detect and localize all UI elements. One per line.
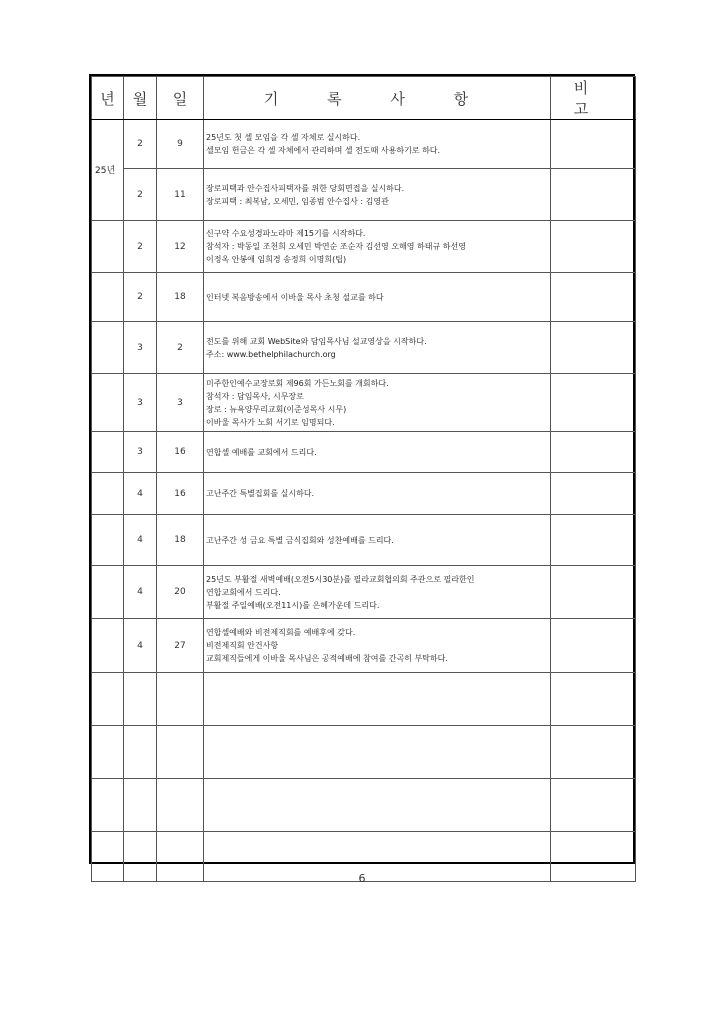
record-line: 25년도 부활절 새벽예배(오전5시30분)를 필라교회협의회 주관으로 필라한인 bbox=[206, 574, 475, 584]
year-cell bbox=[92, 619, 124, 673]
record-line: 비전제직회 안건사항 bbox=[206, 641, 279, 650]
record-cell bbox=[204, 619, 551, 673]
record-line: 고난주간 특별집회를 실시하다. bbox=[206, 489, 315, 498]
record-cell bbox=[204, 566, 551, 619]
record-cell bbox=[204, 169, 551, 221]
record-cell bbox=[204, 322, 551, 374]
blank-cell bbox=[157, 779, 204, 832]
blank-cell bbox=[204, 673, 551, 726]
record-line: 연합교회에서 드리다. bbox=[206, 587, 281, 597]
day-cell: 2 bbox=[157, 322, 204, 374]
record-table bbox=[91, 76, 636, 882]
record-cell bbox=[204, 473, 551, 515]
record-line: 이바울 목사가 노회 서기로 임명되다. bbox=[206, 417, 335, 427]
blank-cell bbox=[551, 673, 636, 726]
table-row bbox=[92, 515, 636, 566]
note-cell bbox=[551, 566, 636, 619]
record-line: 미주한인예수교장로회 제96회 가든노회를 개회하다. bbox=[206, 378, 389, 388]
record-cell bbox=[204, 120, 551, 169]
day-cell: 3 bbox=[157, 374, 204, 432]
record-line: 셀모임 헌금은 각 셀 자체에서 관리하며 셀 전도때 사용하기로 하다. bbox=[206, 146, 441, 155]
blank-row bbox=[92, 726, 636, 779]
note-cell bbox=[551, 515, 636, 566]
record-line: 참석자 : 박동일 조천희 오세민 박연순 조순자 김선영 오해영 하태규 하선영 bbox=[206, 242, 466, 251]
day-cell: 9 bbox=[157, 120, 204, 169]
blank-cell bbox=[204, 726, 551, 779]
day-cell: 16 bbox=[157, 473, 204, 515]
record-line: 장로 : 뉴욕양무리교회(이준성목사 시무) bbox=[206, 404, 347, 414]
record-line: 인터넷 복음방송에서 이바울 목사 초청 설교를 하다 bbox=[206, 292, 384, 302]
table-row bbox=[92, 221, 636, 273]
record-cell bbox=[204, 221, 551, 273]
record-line: 신구약 수요성경파노라마 제15기를 시작하다. bbox=[206, 229, 366, 238]
month-cell: 2 bbox=[124, 273, 157, 322]
day-cell: 18 bbox=[157, 273, 204, 322]
year-label: 25년 bbox=[95, 166, 116, 176]
day-cell: 27 bbox=[157, 619, 204, 673]
table-row bbox=[92, 473, 636, 515]
table-row bbox=[92, 432, 636, 473]
year-cell bbox=[92, 322, 124, 374]
year-cell bbox=[92, 221, 124, 273]
blank-row bbox=[92, 779, 636, 832]
record-line: 부활절 주일예배(오전11시)를 은혜가운데 드리다. bbox=[206, 600, 380, 610]
page-number: 6 bbox=[358, 872, 366, 885]
year-cell bbox=[92, 432, 124, 473]
month-cell: 4 bbox=[124, 473, 157, 515]
record-cell bbox=[204, 515, 551, 566]
blank-cell bbox=[157, 726, 204, 779]
month-cell: 3 bbox=[124, 432, 157, 473]
month-cell: 3 bbox=[124, 374, 157, 432]
note-cell bbox=[551, 374, 636, 432]
year-cell bbox=[92, 566, 124, 619]
blank-cell bbox=[551, 779, 636, 832]
note-cell bbox=[551, 169, 636, 221]
day-cell: 11 bbox=[157, 169, 204, 221]
header-note: 비 고 bbox=[551, 77, 636, 120]
blank-cell bbox=[157, 673, 204, 726]
year-cell bbox=[92, 120, 124, 221]
record-line: 고난주간 성 금요 특별 금식집회와 성찬예배를 드리다. bbox=[206, 535, 394, 545]
day-cell: 16 bbox=[157, 432, 204, 473]
blank-row bbox=[92, 673, 636, 726]
record-line: 주소: www.bethelphilachurch.org bbox=[206, 349, 336, 359]
record-line: 25년도 첫 셀 모임을 각 셀 자체로 실시하다. bbox=[206, 133, 361, 142]
table-row bbox=[92, 619, 636, 673]
month-cell: 4 bbox=[124, 619, 157, 673]
record-line: 참석자 : 담임목사, 시무장로 bbox=[206, 391, 304, 401]
note-cell bbox=[551, 273, 636, 322]
month-cell: 2 bbox=[124, 221, 157, 273]
record-line: 전도를 위해 교회 WebSite와 담임목사님 설교영상을 시작하다. bbox=[206, 336, 427, 346]
header-year: 년 bbox=[92, 77, 124, 120]
month-cell: 2 bbox=[124, 120, 157, 169]
blank-cell bbox=[124, 726, 157, 779]
header-row bbox=[92, 77, 636, 120]
blank-cell bbox=[92, 779, 124, 832]
table-row bbox=[92, 374, 636, 432]
record-cell bbox=[204, 432, 551, 473]
note-cell bbox=[551, 432, 636, 473]
note-cell bbox=[551, 473, 636, 515]
blank-cell bbox=[204, 779, 551, 832]
blank-cell bbox=[92, 673, 124, 726]
year-cell bbox=[92, 515, 124, 566]
table-row bbox=[92, 120, 636, 169]
table-row bbox=[92, 566, 636, 619]
day-cell: 20 bbox=[157, 566, 204, 619]
table-row bbox=[92, 322, 636, 374]
record-line: 교회제직들에게 이바울 목사님은 공적예배에 참여를 간곡히 부탁하다. bbox=[206, 654, 448, 663]
header-record: 기 록 사 항 bbox=[204, 77, 551, 120]
record-cell bbox=[204, 273, 551, 322]
blank-cell bbox=[92, 726, 124, 779]
year-cell bbox=[92, 374, 124, 432]
month-cell: 4 bbox=[124, 566, 157, 619]
note-cell bbox=[551, 120, 636, 169]
blank-cell bbox=[551, 726, 636, 779]
record-line: 장로피택과 안수집사피택자를 위한 당회면접을 실시하다. bbox=[206, 183, 405, 193]
day-cell: 18 bbox=[157, 515, 204, 566]
note-cell bbox=[551, 619, 636, 673]
month-cell: 3 bbox=[124, 322, 157, 374]
header-month: 월 bbox=[124, 77, 157, 120]
table-row bbox=[92, 169, 636, 221]
year-cell bbox=[92, 473, 124, 515]
record-cell bbox=[204, 374, 551, 432]
header-day: 일 bbox=[157, 77, 204, 120]
record-sheet bbox=[89, 74, 635, 864]
month-cell: 2 bbox=[124, 169, 157, 221]
blank-cell bbox=[124, 779, 157, 832]
record-line: 장로피택 : 최복남, 오세민, 임종범 안수집사 : 김영관 bbox=[206, 196, 389, 206]
blank-cell bbox=[124, 673, 157, 726]
note-cell bbox=[551, 322, 636, 374]
record-line: 연합셀예배와 비전제직회를 예배후에 갖다. bbox=[206, 628, 356, 637]
day-cell: 12 bbox=[157, 221, 204, 273]
month-cell: 4 bbox=[124, 515, 157, 566]
year-cell bbox=[92, 273, 124, 322]
record-line: 연합셀 예배를 교회에서 드리다. bbox=[206, 447, 317, 457]
note-cell bbox=[551, 221, 636, 273]
record-line: 이정옥 안봉애 임희경 송정희 이명희(팁) bbox=[206, 255, 347, 264]
table-row bbox=[92, 273, 636, 322]
